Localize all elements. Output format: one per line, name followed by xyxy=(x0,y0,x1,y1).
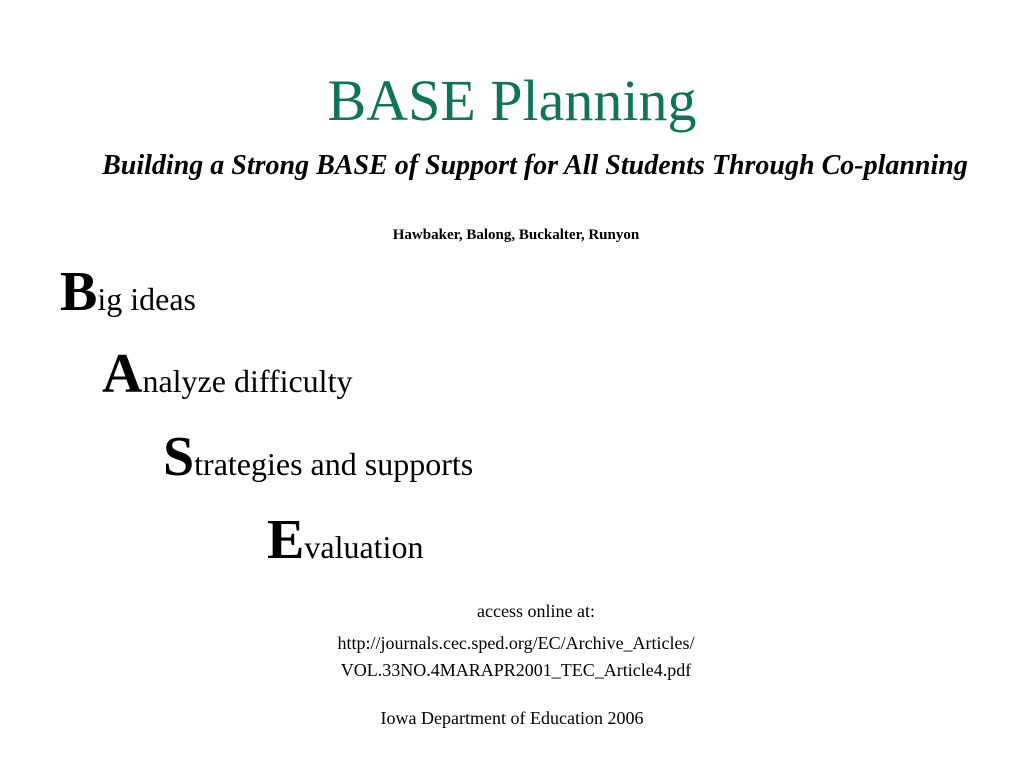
slide-title: BASE Planning xyxy=(327,68,697,133)
authors-line: Hawbaker, Balong, Buckalter, Runyon xyxy=(392,227,640,243)
acronym-item-big-ideas xyxy=(60,262,196,336)
article-url-line-1: http://journals.cec.sped.org/EC/Archive_Articles/ xyxy=(337,633,695,653)
acronym-letter: A xyxy=(102,343,143,405)
acronym-letter: B xyxy=(60,261,98,323)
acronym-text: nalyze difficulty xyxy=(142,363,353,399)
article-url-line-2: VOL.33NO.4MARAPR2001_TEC_Article4.pdf xyxy=(340,660,692,680)
acronym-item-analyze-difficulty xyxy=(102,344,352,418)
access-online-label: access online at: xyxy=(477,601,595,621)
acronym-item-strategies-and-supports xyxy=(163,427,473,501)
acronym-text: valuation xyxy=(304,529,424,565)
slide-subtitle: Building a Strong BASE of Support for All Students Through Co-planning xyxy=(102,150,968,181)
footer-credit: Iowa Department of Education 2006 xyxy=(380,708,644,728)
acronym-letter: S xyxy=(163,426,195,488)
acronym-letter: E xyxy=(267,509,305,571)
acronym-text: ig ideas xyxy=(97,281,196,317)
article-url[interactable] xyxy=(0,630,1024,684)
acronym-item-evaluation xyxy=(267,510,423,584)
acronym-text: trategies and supports xyxy=(194,446,474,482)
